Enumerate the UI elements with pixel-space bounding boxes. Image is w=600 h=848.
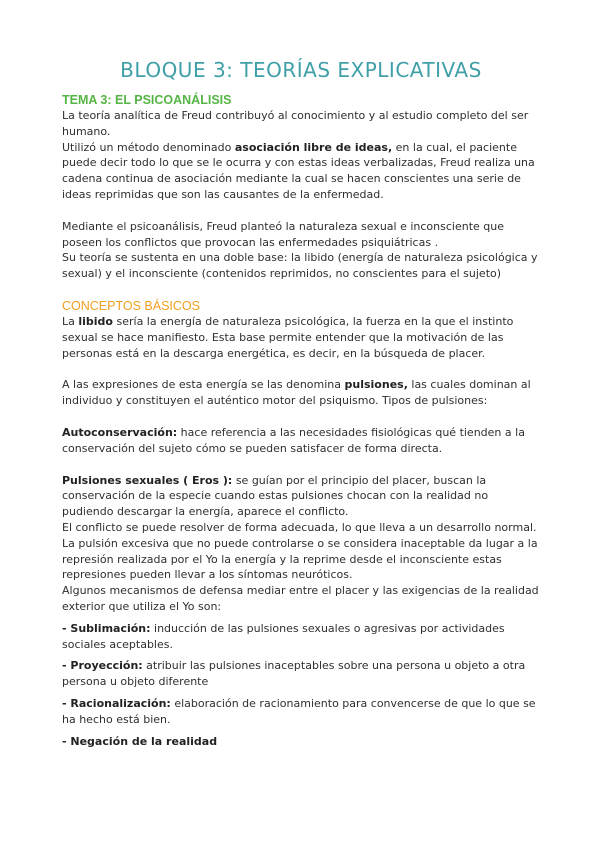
libido-paragraph: La libido sería la energía de naturaleza psicológica, la fuerza en la que el instinto sexual se hace manifiesto. Esta base permite entender que la motivación de las personas está en la descarga energética, es decir, en la búsqueda de placer. [62, 314, 514, 360]
document-title: BLOQUE 3: TEORÍAS EXPLICATIVAS [120, 58, 482, 82]
intro-paragraph-4: Su teoría se sustenta en una doble base: la libido (energía de naturaleza psicológica y sexual) y el inconsciente (contenidos reprimidos, no conscientes para el sujeto) [62, 251, 538, 281]
conflict-paragraph: El conflicto se puede resolver de forma adecuada, lo que lleva a un desarrollo normal. La pulsión excesiva que no puede controlarse o se considera inaceptable da lugar a la represión realizada por el Yo la energía y la reprime desde el inconsciente estas represiones pueden llevar a los síntomas neuróticos. [62, 520, 538, 582]
intro-paragraph-1: La teoría analítica de Freud contribuyó al conocimiento y al estudio completo del ser humano. [62, 109, 529, 138]
mechanism-racionalizacion: - Racionalización: elaboración de racionamiento para convencerse de que lo que se ha hecho está bien. [62, 696, 536, 726]
document-page [62, 58, 540, 749]
intro-paragraph-2: Utilizó un método denominado asociación libre de ideas, en la cual, el paciente puede decir todo lo que se le ocurra y con estas ideas verbalizadas, Freud realiza una cadena continua de asociación mediante la cual se hacen conscientes una serie de ideas reprimidas que son las causantes de la enfermedad. [62, 140, 535, 201]
tema-heading: TEMA 3: EL PSICOANÁLISIS [62, 93, 232, 107]
mechanism-proyeccion: - Proyección: atribuir las pulsiones inaceptables sobre una persona u objeto a otra persona u objeto diferente [62, 659, 526, 689]
eros-paragraph: Pulsiones sexuales ( Eros ): se guían por el principio del placer, buscan la conservación de la especie cuando estas pulsiones chocan con la realidad no pudiendo descargar la energía, aparece el conflicto. [62, 473, 489, 519]
conceptos-heading: CONCEPTOS BÁSICOS [62, 298, 200, 313]
mechanism-negacion: - Negación de la realidad [62, 734, 218, 748]
defense-intro-paragraph: Algunos mecanismos de defensa mediar entre el placer y las exigencias de la realidad exterior que utiliza el Yo son: [62, 584, 539, 613]
pulsiones-paragraph: A las expresiones de esta energía se las denomina pulsiones, las cuales dominan al individuo y constituyen el auténtico motor del psiquismo. Tipos de pulsiones: [62, 378, 531, 408]
intro-paragraph-3: Mediante el psicoanálisis, Freud planteó la naturaleza sexual e inconsciente que poseen los conflictos que provocan las enfermedades psiquiátricas . [62, 219, 504, 249]
mechanism-sublimacion: - Sublimación: inducción de las pulsiones sexuales o agresivas por actividades sociales aceptables. [62, 621, 505, 651]
autoconservacion-paragraph: Autoconservación: hace referencia a las necesidades fisiológicas qué tienden a la conservación del sujeto cómo se pueden satisfacer de forma directa. [62, 425, 525, 455]
